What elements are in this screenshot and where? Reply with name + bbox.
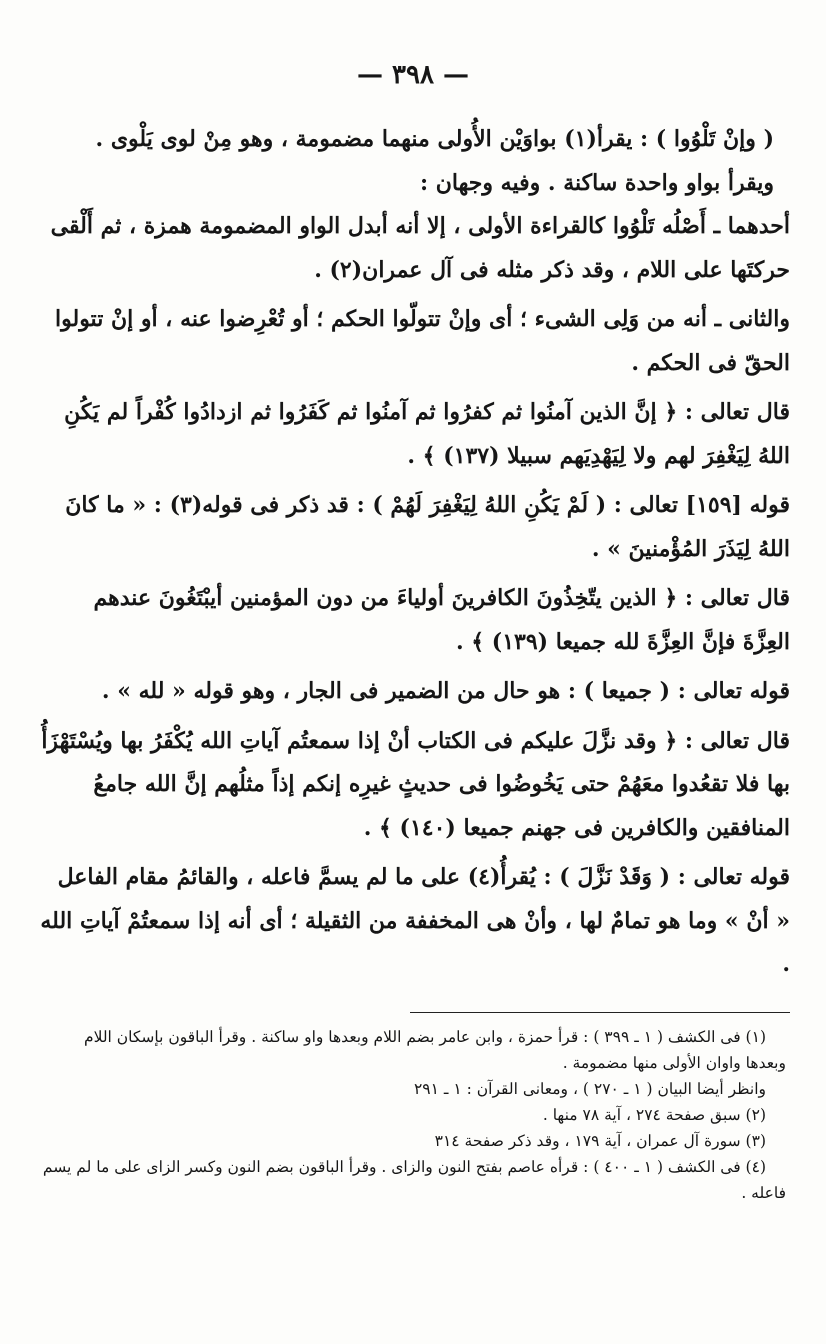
paragraph: قال تعالى : ﴿ الذين يتّخِذُونَ الكافرينَ أولياءَ من دون المؤمنين أيبْتَغُونَ عندهم العِزَّةَ فإنَّ العِزَّةَ لله جميعا (١٣٩) ﴾ . <box>93 585 790 655</box>
paragraph: والثانى ـ أنه من وَلِى الشىء ؛ أى وإنْ تتولّوا الحكم ؛ أو تُعْرِضوا عنه ، أو إنْ تتولوا الحقّ فى الحكم . <box>55 306 790 376</box>
paragraph: قوله [١٥٩] تعالى : ( لَمْ يَكُنِ اللهُ لِيَغْفِرَ لَهُمْ ) : قد ذكر فى قوله(٣) : « ما كانَ اللهُ لِيَذَرَ المُؤْمنينَ » . <box>65 492 790 562</box>
footnote: (٣) سورة آل عمران ، آية ١٧٩ ، وقد ذكر صفحة ٣١٤ <box>434 1132 766 1150</box>
footnote-divider <box>410 1012 790 1013</box>
paragraph: ( وإنْ تَلْوُوا ) : يقرأ(١) بواوَيْن الأُولى منهما مضمومة ، وهو مِنْ لوى يَلْوى . <box>95 126 774 152</box>
paragraph: قوله تعالى : ( جميعا ) : هو حال من الضمير فى الجار ، وهو قوله « لله » . <box>101 678 790 704</box>
footnote: (٤) فى الكشف ( ١ ـ ٤٠٠ ) : قرأه عاصم بفتح النون والزاى . وقرأ الباقون بضم النون وكسر الزاى على ما لم يسم فاعله . <box>42 1158 786 1202</box>
paragraph: قوله تعالى : ( وَقَدْ نَزَّلَ ) : يُقرأُ(٤) على ما لم يسمَّ فاعله ، والقائمُ مقام الفاعل « أنْ » وما هو تمامٌ لها ، وأنْ هى المخففة من الثقيلة ؛ أى أنه إذا سمعتُمْ آياتِ الله . <box>40 864 790 977</box>
footnote: (١) فى الكشف ( ١ ـ ٣٩٩ ) : قرأ حمزة ، وابن عامر بضم اللام وبعدها واو ساكنة . وقرأ الباقون بإسكان اللام وبعدها واوان الأولى منها مضمومة . <box>83 1028 786 1072</box>
footnote: (٢) سبق صفحة ٢٧٤ ، آية ٧٨ منها . <box>542 1106 766 1124</box>
paragraph: أحدهما ـ أَصْلُه تَلْوُوا كالقراءة الأولى ، إلا أنه أبدل الواو المضمومة همزة ، ثم أَلْقى حركتَها على اللام ، وقد ذكر مثله فى آل عمران(٢) . <box>50 213 790 283</box>
paragraph: قال تعالى : ﴿ إنَّ الذين آمنُوا ثم كفرُوا ثم آمنُوا ثم كَفَرُوا ثم ازدادُوا كُفْراً لم يَكُنِ اللهُ لِيَغْفِرَ لهم ولا لِيَهْدِيَهم سبيلا (١٣٧) ﴾ . <box>64 399 790 469</box>
paragraph: ويقرأ بواو واحدة ساكنة . وفيه وجهان : <box>420 169 774 196</box>
footnote: وانظر أيضا البيان ( ١ ـ ٢٧٠ ) ، ومعانى القرآن : ١ ـ ٢٩١ <box>413 1080 766 1098</box>
main-text <box>40 118 790 987</box>
paragraph: قال تعالى : ﴿ وقد نزَّلَ عليكم فى الكتاب أنْ إذا سمعتُم آياتِ الله يُكْفَرُ بها ويُسْتَهْزَأُ بها فلا تقعُدوا معَهُمْ حتى يَخُوضُوا فى حديثٍ غيرِه إنكم إذاً مثلُهم إنَّ الله جامعُ المنافقين والكافرين فى جهنم جميعا (١٤٠) ﴾ . <box>41 727 790 841</box>
page-number: — ٣٩٨ — <box>356 60 470 90</box>
footnotes <box>40 1024 786 1206</box>
